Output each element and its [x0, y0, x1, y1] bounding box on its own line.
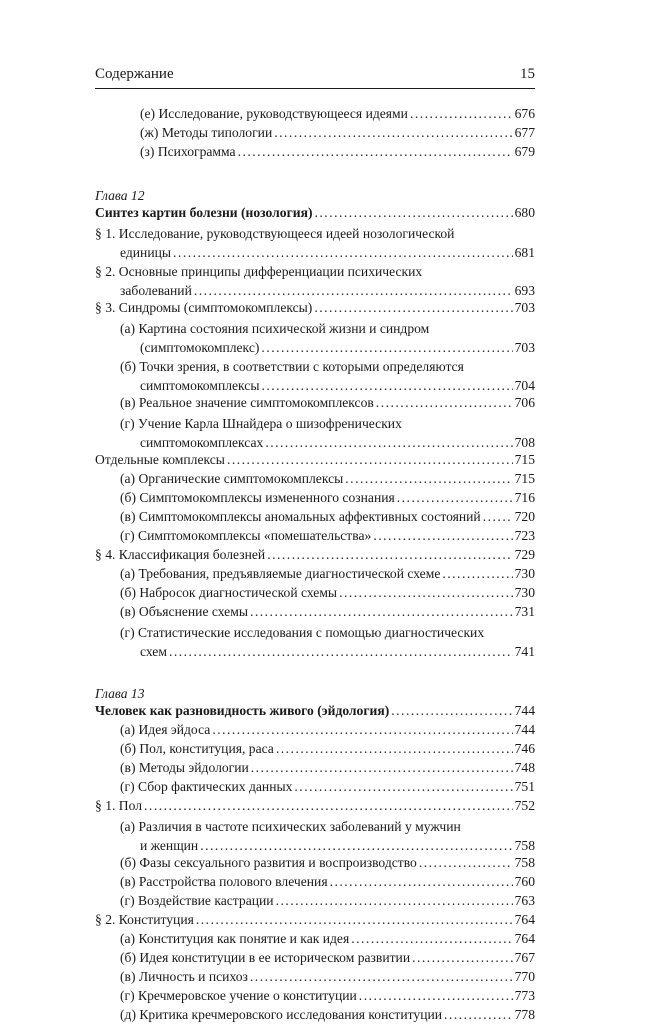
- toc-entry[interactable]: [95, 509, 535, 528]
- toc-entry-page: 767: [514, 950, 535, 965]
- toc-entry-page: 770: [514, 969, 535, 984]
- toc-entry[interactable]: [95, 855, 535, 874]
- toc-entry-label: (в) Методы эйдологии: [120, 760, 249, 775]
- toc-entry-page: 730: [514, 585, 535, 600]
- dot-leader: [337, 585, 513, 601]
- toc-entry[interactable]: [95, 874, 535, 893]
- dot-leader: [410, 950, 513, 966]
- toc-entry-label: (б) Симптомокомплексы измененного сознания: [120, 490, 395, 505]
- toc-entry[interactable]: [95, 262, 535, 300]
- toc-entry[interactable]: [95, 566, 535, 585]
- toc-entry[interactable]: [95, 319, 535, 357]
- dot-leader: [440, 566, 513, 582]
- dot-leader: [259, 338, 513, 357]
- chapter-title-entry[interactable]: [95, 205, 535, 224]
- toc-entry-label: Отдельные комплексы: [95, 452, 225, 467]
- toc-entry[interactable]: [95, 1007, 535, 1026]
- toc-entry[interactable]: [95, 300, 535, 319]
- dot-leader: [374, 395, 513, 411]
- toc-entry[interactable]: [95, 547, 535, 566]
- toc-entry-page: 676: [514, 106, 535, 121]
- toc-entry-label-cont: и женщин: [140, 838, 199, 853]
- toc-entry[interactable]: [95, 106, 535, 125]
- dot-leader: [225, 452, 513, 468]
- toc-entry[interactable]: [95, 893, 535, 912]
- toc-entry[interactable]: [95, 144, 535, 163]
- toc-entry-label: (б) Идея конституции в ее историческом развитии: [120, 950, 411, 965]
- toc-entry-label: (г) Кречмеровское учение о конституции: [120, 988, 357, 1003]
- toc-entry-page: 764: [514, 912, 535, 927]
- toc-entry-page: 758: [514, 838, 535, 853]
- toc-entry-page: 758: [514, 855, 535, 870]
- toc-entry[interactable]: [95, 528, 535, 547]
- toc-entry-label: § 1. Пол: [95, 798, 143, 813]
- dot-leader: [171, 243, 513, 262]
- dot-leader: [312, 300, 513, 316]
- dot-leader: [313, 205, 514, 221]
- toc-entry-label-cont: схем: [140, 644, 167, 659]
- toc-entry-label: (б) Фазы сексуального развития и воспроизводство: [120, 855, 417, 870]
- toc-entry-page: 773: [514, 988, 535, 1003]
- toc-entry-page: 703: [514, 300, 535, 315]
- page-number: 15: [520, 66, 535, 82]
- toc-entry-page: 715: [514, 471, 535, 486]
- dot-leader: [259, 376, 513, 395]
- toc-entry[interactable]: [95, 931, 535, 950]
- dot-leader: [236, 144, 513, 160]
- toc-entry-label: (а) Органические симптомокомплексы: [120, 471, 344, 486]
- toc-entry-page: 741: [514, 644, 535, 659]
- toc-entry-page: 778: [514, 1007, 535, 1022]
- toc-entry-page: 751: [514, 779, 535, 794]
- toc-entry-page: 681: [514, 245, 535, 260]
- chapter-title: Синтез картин болезни (нозология): [95, 205, 313, 220]
- toc-entry-label: (а) Идея эйдоса: [120, 722, 211, 737]
- toc-entry-label: (в) Расстройства полового влечения: [120, 874, 328, 889]
- toc-entry-label: (в) Личность и психоз: [120, 969, 248, 984]
- toc-entry-page: 763: [514, 893, 535, 908]
- toc-entry-page: 680: [514, 205, 535, 220]
- toc-entry[interactable]: [95, 912, 535, 931]
- dot-leader: [442, 1007, 513, 1023]
- dot-leader: [248, 604, 513, 620]
- toc-entry-label: (а) Различия в частоте психических заболеваний у мужчин: [120, 819, 461, 834]
- toc-entry[interactable]: [95, 760, 535, 779]
- toc-entry-label: (г) Симптомокомплексы «помешательства»: [120, 528, 372, 543]
- toc-entry-label: § 2. Конституция: [95, 912, 194, 927]
- toc-entry-page: 704: [514, 378, 535, 393]
- toc-entry-page: 703: [514, 340, 535, 355]
- dot-leader: [328, 874, 513, 890]
- toc-entry-label: (а) Картина состояния психической жизни и синдром: [120, 321, 430, 336]
- toc-entry-page: 715: [514, 452, 535, 467]
- dot-leader: [292, 779, 513, 795]
- spacer: [95, 163, 535, 186]
- toc-entry-label: (в) Реальное значение симптомокомплексов: [120, 395, 374, 410]
- dot-leader: [349, 931, 513, 947]
- chapter-title: Человек как разновидность живого (эйдология): [95, 703, 390, 718]
- dot-leader: [265, 547, 513, 563]
- dot-leader: [357, 988, 513, 1004]
- toc-entry[interactable]: [95, 779, 535, 798]
- toc-entry-label: § 3. Синдромы (симптомокомплексы): [95, 300, 313, 315]
- toc-entry-page: 764: [514, 931, 535, 946]
- toc-entry-label: § 2. Основные принципы дифференциации психических: [95, 264, 423, 279]
- toc-entry-label: (г) Статистические исследования с помощью диагностических: [120, 625, 485, 640]
- toc-entry-label: § 1. Исследование, руководствующееся идеей нозологической: [95, 226, 455, 241]
- toc-entry[interactable]: [95, 969, 535, 988]
- spacer: [95, 661, 535, 684]
- dot-leader: [167, 642, 513, 661]
- toc-entry-label: (б) Пол, конституция, раса: [120, 741, 274, 756]
- toc-entry-page: 752: [514, 798, 535, 813]
- dot-leader: [408, 106, 513, 122]
- toc-entry-label-cont: (симптомокомплекс): [140, 340, 260, 355]
- toc-entry-page: 731: [514, 604, 535, 619]
- toc-entry-page: 729: [514, 547, 535, 562]
- dot-leader: [263, 433, 513, 452]
- toc-entry-page: 746: [514, 741, 535, 756]
- toc-entry-label: (б) Точки зрения, в соответствии с которыми определяются: [120, 359, 464, 374]
- toc-entry[interactable]: [95, 722, 535, 741]
- toc-entry[interactable]: [95, 798, 535, 817]
- chapter-label: Глава 12: [95, 188, 145, 203]
- toc-entry-label: (г) Воздействие кастрации: [120, 893, 274, 908]
- toc-entry[interactable]: [95, 490, 535, 509]
- toc-entry-label: § 4. Классификация болезней: [95, 547, 266, 562]
- toc-entry-label: (д) Критика кречмеровского исследования конституции: [120, 1007, 443, 1022]
- toc-entry-page: 744: [514, 703, 535, 718]
- header-rule: [95, 88, 535, 89]
- dot-leader: [343, 471, 513, 487]
- toc-entry[interactable]: [95, 224, 535, 262]
- toc-entry-page: 720: [514, 509, 535, 524]
- toc-entry-label: (в) Объяснение схемы: [120, 604, 248, 619]
- toc-entry-page: 730: [514, 566, 535, 581]
- toc-entry[interactable]: [95, 125, 535, 144]
- chapter-label: Глава 13: [95, 686, 145, 701]
- dot-leader: [249, 760, 513, 776]
- dot-leader: [417, 855, 513, 871]
- toc-entry-page: 708: [514, 435, 535, 450]
- toc-entry-label: (е) Исследование, руководствующееся идеями: [140, 106, 408, 121]
- toc-entry-label: (г) Сбор фактических данных: [120, 779, 293, 794]
- toc-entry-label: (з) Психограмма: [140, 144, 236, 159]
- toc-entry-label: (ж) Методы типологии: [140, 125, 273, 140]
- dot-leader: [248, 969, 513, 985]
- toc-entry-page: 716: [514, 490, 535, 505]
- toc-entry[interactable]: [95, 741, 535, 760]
- dot-leader: [142, 798, 513, 814]
- dot-leader: [389, 703, 513, 719]
- toc-entry-label: (б) Набросок диагностической схемы: [120, 585, 338, 600]
- toc-entry-page: 748: [514, 760, 535, 775]
- dot-leader: [481, 509, 513, 525]
- toc-entry-page: 677: [514, 125, 535, 140]
- toc-entry-page: 679: [514, 144, 535, 159]
- dot-leader: [192, 281, 513, 300]
- toc-entry-page: 693: [514, 283, 535, 298]
- toc-entry[interactable]: [95, 623, 535, 661]
- toc-entry-label-cont: симптомокомплексах: [140, 435, 264, 450]
- toc-entry-label: (а) Конституция как понятие и как идея: [120, 931, 350, 946]
- toc-entry-page: 744: [514, 722, 535, 737]
- running-head-title: Содержание: [95, 66, 174, 82]
- toc-entry[interactable]: [95, 585, 535, 604]
- toc-entry-label-cont: единицы: [120, 245, 172, 260]
- dot-leader: [371, 528, 513, 544]
- toc-entry[interactable]: [95, 395, 535, 414]
- toc-entry-label: (г) Учение Карла Шнайдера о шизофренических: [120, 416, 402, 431]
- toc-entry[interactable]: [95, 414, 535, 452]
- toc-entry[interactable]: [95, 817, 535, 855]
- toc-entry[interactable]: [95, 471, 535, 490]
- toc-entry-page: 706: [514, 395, 535, 410]
- toc-entry[interactable]: [95, 452, 535, 471]
- table-of-contents: [95, 106, 535, 1026]
- dot-leader: [274, 893, 513, 909]
- dot-leader: [272, 125, 513, 141]
- toc-entry[interactable]: [95, 604, 535, 623]
- chapter-title-entry[interactable]: [95, 703, 535, 722]
- toc-entry-label-cont: заболеваний: [120, 283, 192, 298]
- toc-entry-label: (а) Требования, предъявляемые диагностической схеме: [120, 566, 441, 581]
- toc-entry[interactable]: [95, 988, 535, 1007]
- toc-entry-label-cont: симптомокомплексы: [140, 378, 260, 393]
- toc-entry[interactable]: [95, 357, 535, 395]
- dot-leader: [210, 722, 513, 738]
- toc-entry[interactable]: [95, 950, 535, 969]
- toc-entry-label: (в) Симптомокомплексы аномальных аффективных состояний: [120, 509, 481, 524]
- toc-entry-page: 760: [514, 874, 535, 889]
- dot-leader: [194, 912, 513, 928]
- toc-entry-page: 723: [514, 528, 535, 543]
- dot-leader: [395, 490, 513, 506]
- dot-leader: [198, 836, 513, 855]
- dot-leader: [274, 741, 513, 757]
